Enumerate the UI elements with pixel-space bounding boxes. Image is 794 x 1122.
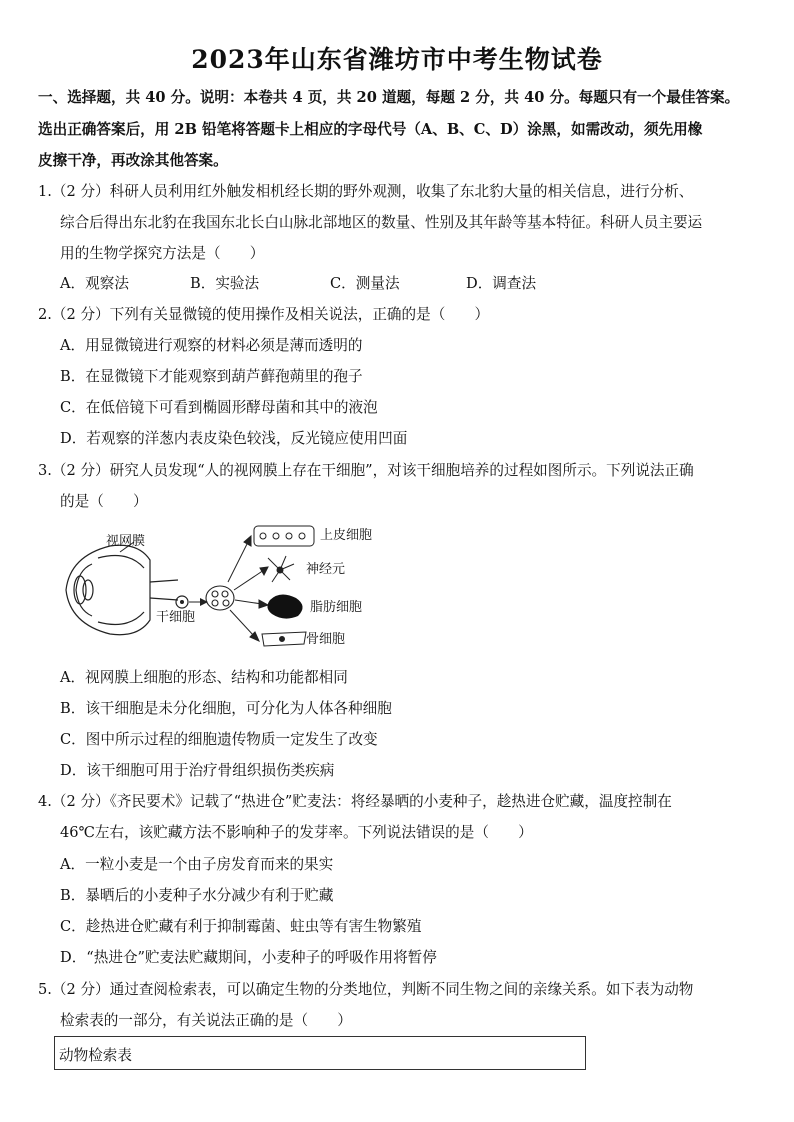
stem-cell-differentiation-figure (58, 520, 388, 655)
q1-option-c: C．测量法 (330, 275, 400, 292)
q3-stem-line-1: 3.（2 分）研究人员发现“人的视网膜上存在干细胞”，对该干细胞培养的过程如图所示。下列说法正确 (38, 462, 694, 479)
section-instructions-line-1: 一、选择题，共 40 分。说明：本卷共 4 页，共 20 道题，每题 2 分，共 40 分。每题只有一个最佳答案。 (38, 89, 740, 106)
q4-option-b: B．暴晒后的小麦种子水分减少有利于贮藏 (60, 887, 334, 904)
cell-cluster-drawing (206, 586, 234, 610)
q3-option-d: D．该干细胞可用于治疗骨组织损伤类疾病 (60, 762, 335, 779)
section-instructions-line-2: 选出正确答案后，用 2B 铅笔将答题卡上相应的字母代号（A、B、C、D）涂黑，如需改动，须先用橡 (38, 121, 703, 138)
label-stem-cell: 干细胞 (156, 610, 196, 625)
q2-option-b: B．在显微镜下才能观察到葫芦藓孢蒴里的孢子 (60, 368, 363, 385)
q5-stem-line-1: 5.（2 分）通过查阅检索表，可以确定生物的分类地位，判断不同生物之间的亲缘关系。如下表为动物 (38, 981, 694, 998)
q3-option-c: C．图中所示过程的细胞遗传物质一定发生了改变 (60, 731, 378, 748)
q2-stem: 2.（2 分）下列有关显微镜的使用操作及相关说法，正确的是（ ） (38, 306, 490, 323)
q1-stem-line-3: 用的生物学探究方法是（ ） (60, 245, 265, 262)
q1-stem-line-2: 综合后得出东北豹在我国东北长白山脉北部地区的数量、性别及其年龄等基本特征。科研人员主要运 (60, 214, 703, 231)
q3-option-b: B．该干细胞是未分化细胞，可分化为人体各种细胞 (60, 700, 392, 717)
neuron-drawing (268, 556, 294, 582)
q3-stem-line-2: 的是（ ） (60, 493, 148, 510)
q4-option-c: C．趁热进仓贮藏有利于抑制霉菌、蛀虫等有害生物繁殖 (60, 918, 422, 935)
fat-cell-drawing (267, 594, 302, 618)
q2-option-d: D．若观察的洋葱内表皮染色较浅，反光镜应使用凹面 (60, 430, 408, 447)
q2-option-a: A．用显微镜进行观察的材料必须是薄而透明的 (60, 337, 363, 354)
q4-stem-line-1: 4.（2 分）《齐民要术》记载了“热进仓”贮麦法：将经暴晒的小麦种子，趁热进仓贮藏，温度控制在 (38, 793, 672, 810)
q1-stem-line-1: 1.（2 分）科研人员利用红外触发相机经长期的野外观测，收集了东北豹大量的相关信息，进行分析、 (38, 183, 694, 200)
label-fat-cell: 脂肪细胞 (310, 600, 363, 615)
differentiation-arrows (228, 536, 268, 641)
animal-key-table-header: 动物检索表 (59, 1047, 132, 1064)
q1-option-a: A．观察法 (60, 275, 129, 292)
animal-key-table (54, 1036, 586, 1070)
label-bone-cell: 骨细胞 (306, 632, 346, 647)
q3-option-a: A．视网膜上细胞的形态、结构和功能都相同 (60, 669, 348, 686)
label-retina: 视网膜 (106, 534, 146, 549)
bone-cell-drawing (262, 632, 306, 646)
section-instructions-line-3: 皮擦干净，再改涂其他答案。 (38, 152, 228, 169)
label-neuron: 神经元 (306, 562, 346, 577)
q4-stem-line-2: 46℃左右，该贮藏方法不影响种子的发芽率。下列说法错误的是（ ） (60, 824, 533, 841)
q1-option-b: B．实验法 (190, 275, 260, 292)
q5-stem-line-2: 检索表的一部分，有关说法正确的是（ ） (60, 1012, 352, 1029)
q1-option-d: D．调查法 (466, 275, 537, 292)
q4-option-d: D．“热进仓”贮麦法贮藏期间，小麦种子的呼吸作用将暂停 (60, 949, 437, 966)
q2-option-c: C．在低倍镜下可看到椭圆形酵母菌和其中的液泡 (60, 399, 378, 416)
page-title: 2023年山东省潍坊市中考生物试卷 (191, 45, 603, 74)
q4-option-a: A．一粒小麦是一个由子房发育而来的果实 (60, 856, 334, 873)
label-epithelial-cell: 上皮细胞 (320, 528, 373, 543)
epithelial-cells-drawing (254, 526, 314, 546)
